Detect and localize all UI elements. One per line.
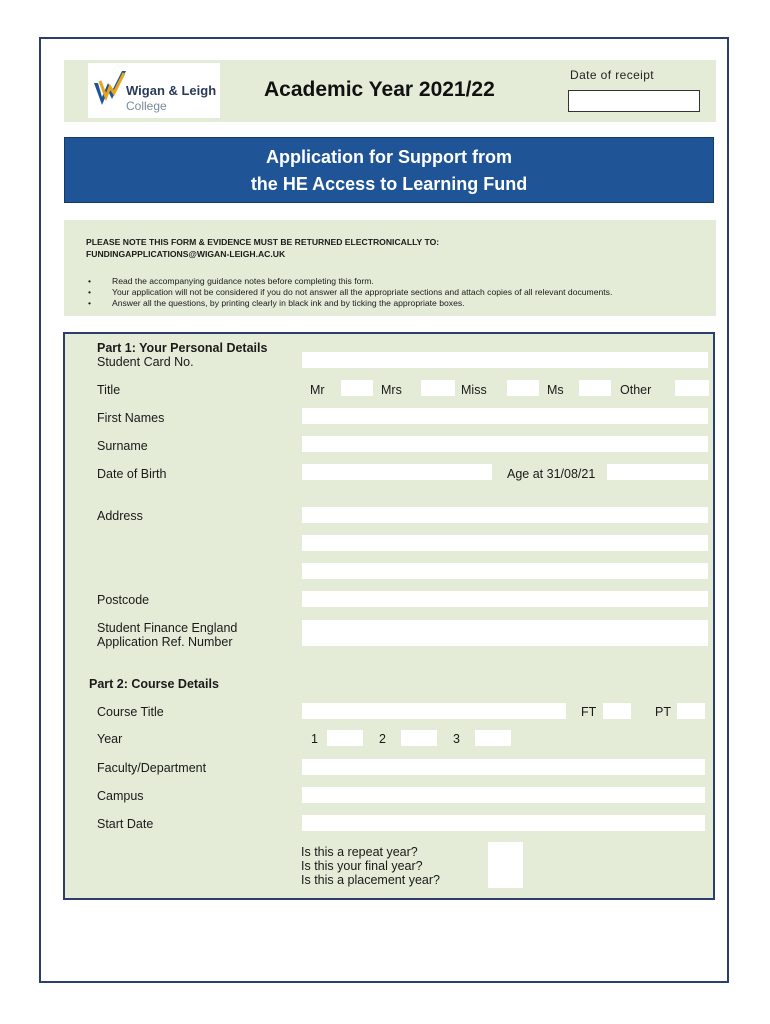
start-date-field[interactable] (302, 815, 705, 831)
pt-checkbox[interactable] (677, 703, 705, 719)
faculty-label: Faculty/Department (97, 761, 207, 775)
sfe-ref-field[interactable] (302, 620, 708, 646)
college-logo (88, 63, 220, 118)
application-form (63, 332, 715, 900)
dob-field[interactable] (302, 464, 492, 480)
final-year-question: Is this your final year? (301, 859, 423, 873)
title-mrs-checkbox[interactable] (421, 380, 455, 396)
start-date-label: Start Date (97, 817, 154, 831)
list-item: • Read the accompanying guidance notes before completing this form. (86, 276, 612, 287)
address-line1-field[interactable] (302, 507, 708, 523)
list-item: • Your application will not be considered if you do not answer all the appropriate sections and attach copies of all relevant documents. (86, 287, 612, 298)
notes-heading (86, 236, 439, 260)
part1-heading: Part 1: Your Personal Details (97, 341, 268, 355)
form-title-line1: Application for Support from (266, 147, 512, 167)
year-1-checkbox[interactable] (327, 730, 363, 746)
first-names-field[interactable] (302, 408, 708, 424)
age-field[interactable] (607, 464, 708, 480)
address-line2-field[interactable] (302, 535, 708, 551)
ft-checkbox[interactable] (603, 703, 631, 719)
title-option-other: Other (620, 383, 652, 397)
year-questions-answer-box[interactable] (488, 842, 523, 888)
year-option-2: 2 (379, 732, 386, 746)
date-of-receipt-field[interactable] (568, 90, 700, 112)
first-names-label: First Names (97, 411, 165, 425)
course-questions (301, 845, 440, 887)
header (64, 60, 716, 122)
pt-label: PT (655, 705, 671, 719)
notes-list (86, 276, 612, 309)
course-title-label: Course Title (97, 705, 164, 719)
form-title-line2: the HE Access to Learning Fund (250, 174, 528, 194)
date-of-receipt-label: Date of receipt (570, 68, 655, 82)
logo-sub: College (126, 99, 167, 113)
academic-year-title: Academic Year 2021/22 (264, 78, 495, 101)
logo-name: Wigan & Leigh (126, 83, 217, 98)
list-item: • Answer all the questions, by printing clearly in black ink and by ticking the appropriate boxes. (86, 298, 612, 309)
student-card-field[interactable] (302, 352, 708, 368)
year-option-1: 1 (311, 732, 318, 746)
year-option-3: 3 (453, 732, 460, 746)
title-label: Title (97, 383, 121, 397)
sfe-label-line1: Student Finance England (97, 621, 238, 635)
year-3-checkbox[interactable] (475, 730, 511, 746)
year-label: Year (97, 732, 123, 746)
address-line3-field[interactable] (302, 563, 708, 579)
dob-label: Date of Birth (97, 467, 167, 481)
title-option-mr: Mr (310, 383, 325, 397)
title-ms-checkbox[interactable] (579, 380, 611, 396)
repeat-year-question: Is this a repeat year? (301, 845, 418, 859)
address-label: Address (97, 509, 143, 523)
course-title-field[interactable] (302, 703, 566, 719)
title-other-checkbox[interactable] (675, 380, 709, 396)
faculty-field[interactable] (302, 759, 705, 775)
title-mr-checkbox[interactable] (341, 380, 373, 396)
notes-section (64, 220, 716, 316)
logo-tick-icon (92, 69, 128, 109)
notes-heading-line1: PLEASE NOTE THIS FORM & EVIDENCE MUST BE RETURNED ELECTRONICALLY TO: (86, 237, 440, 247)
title-miss-checkbox[interactable] (507, 380, 539, 396)
sfe-label-line2: Application Ref. Number (97, 635, 233, 649)
surname-field[interactable] (302, 436, 708, 452)
postcode-field[interactable] (302, 591, 708, 607)
ft-label: FT (581, 705, 597, 719)
surname-label: Surname (97, 439, 148, 453)
student-card-label: Student Card No. (97, 355, 194, 369)
postcode-label: Postcode (97, 593, 150, 607)
title-option-mrs: Mrs (381, 383, 402, 397)
part2-heading: Part 2: Course Details (89, 677, 219, 691)
age-label: Age at 31/08/21 (507, 467, 596, 481)
campus-label: Campus (97, 789, 144, 803)
title-option-ms: Ms (547, 383, 564, 397)
form-title-banner (64, 137, 714, 203)
campus-field[interactable] (302, 787, 705, 803)
title-option-miss: Miss (461, 383, 487, 397)
placement-year-question: Is this a placement year? (301, 873, 440, 887)
year-2-checkbox[interactable] (401, 730, 437, 746)
notes-email: FUNDINGAPPLICATIONS@WIGAN-LEIGH.AC.UK (86, 249, 286, 259)
